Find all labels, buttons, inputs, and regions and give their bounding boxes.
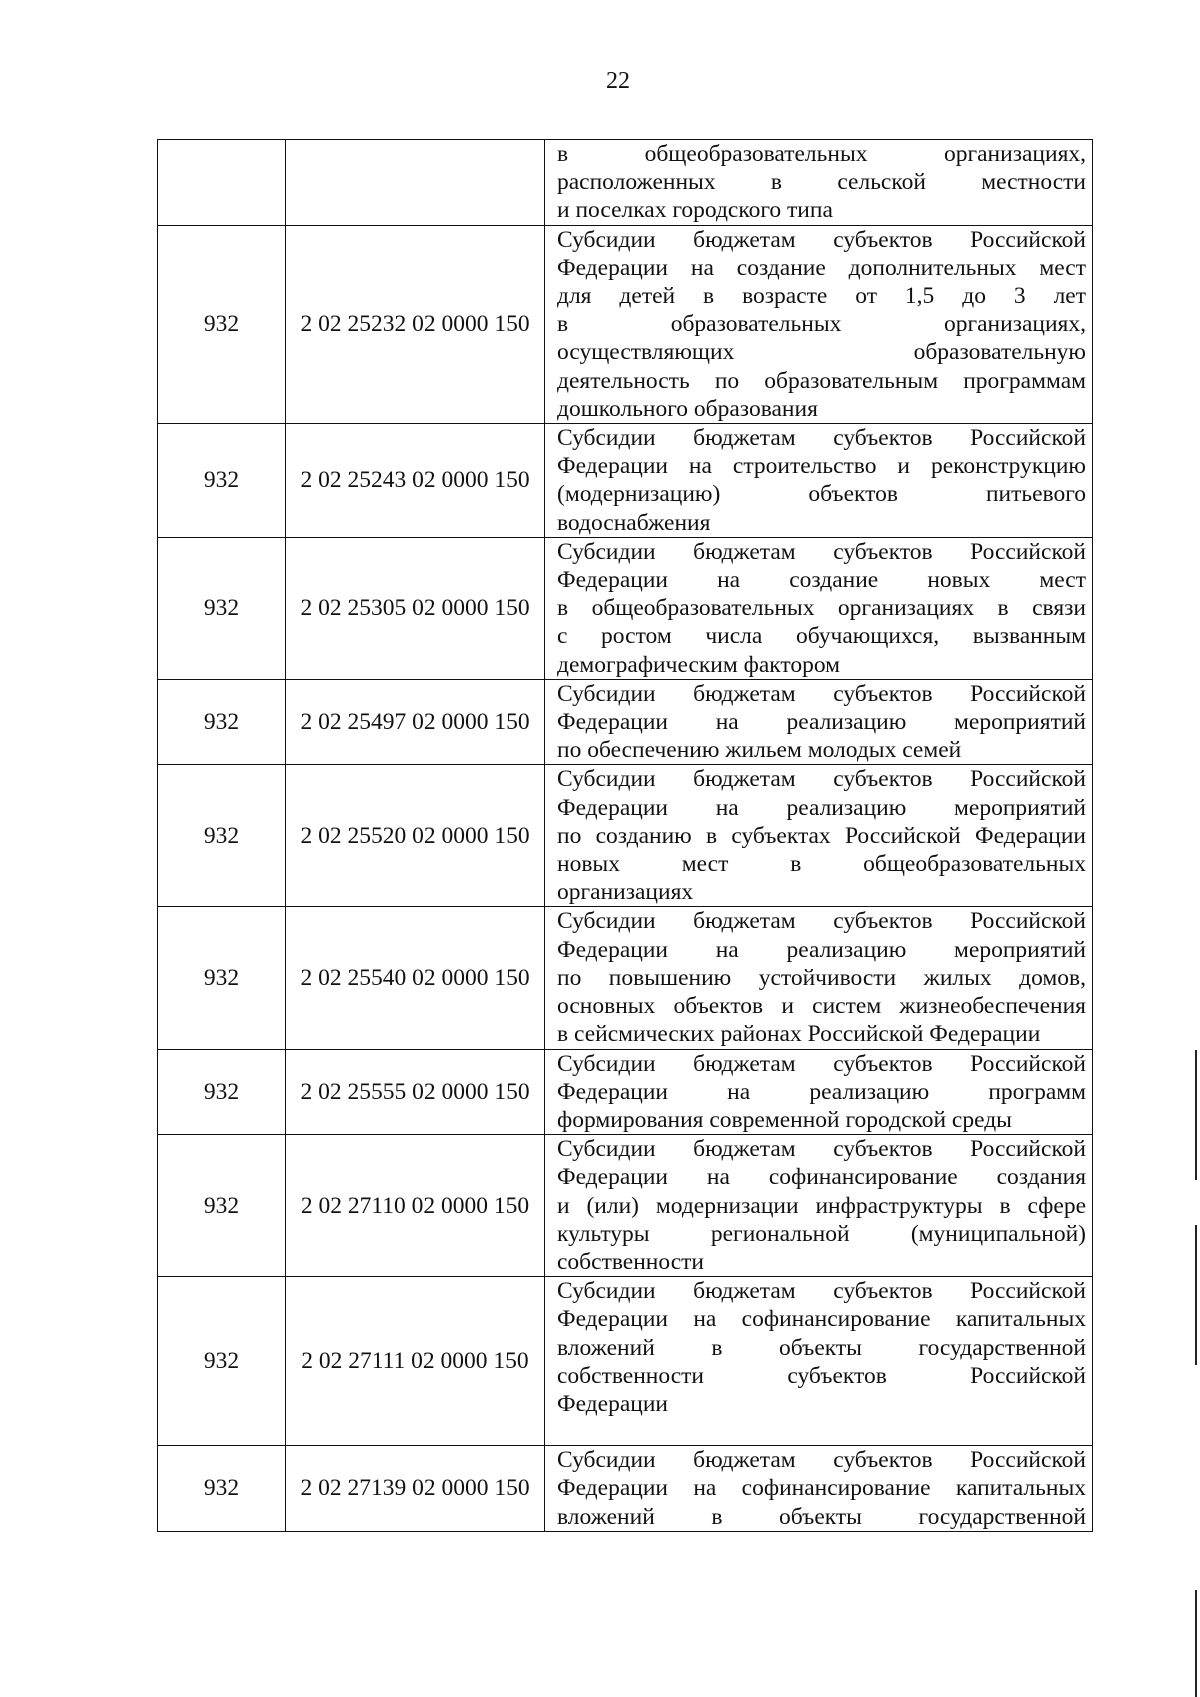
description-cell	[545, 765, 1093, 907]
admin-code-cell	[158, 140, 286, 226]
description-line: Субсидии бюджетам субъектов Российской	[557, 226, 1086, 253]
description-line: вложений в объекты государственной	[557, 1503, 1086, 1530]
table-row	[158, 1135, 1093, 1277]
kbk-code-cell	[286, 140, 545, 226]
kbk-code-cell: 2 02 27110 02 0000 150	[286, 1135, 545, 1277]
description-line: Федерации на софинансирование капитальных	[557, 1306, 1086, 1333]
description-cell	[545, 1446, 1093, 1532]
description-line: для детей в возрасте от 1,5 до 3 лет	[557, 283, 1086, 310]
admin-code-cell: 932	[158, 907, 286, 1049]
description-line: дошкольного образования	[557, 395, 818, 422]
kbk-code-cell: 2 02 25305 02 0000 150	[286, 537, 545, 679]
table-row	[158, 537, 1093, 679]
kbk-code-cell: 2 02 25520 02 0000 150	[286, 765, 545, 907]
description-line: Субсидии бюджетам субъектов Российской	[557, 680, 1086, 707]
description-line: Субсидии бюджетам субъектов Российской	[557, 538, 1086, 565]
kbk-code-cell: 2 02 27139 02 0000 150	[286, 1446, 545, 1532]
description-line: новых мест в общеобразовательных	[557, 851, 1086, 878]
admin-code-cell: 932	[158, 1446, 286, 1532]
table-row	[158, 679, 1093, 765]
admin-code-cell: 932	[158, 679, 286, 765]
description-line: по обеспечению жильем молодых семей	[557, 737, 962, 764]
description-line: Субсидии бюджетам субъектов Российской	[557, 425, 1086, 452]
description-cell	[545, 140, 1093, 226]
admin-code-cell: 932	[158, 225, 286, 423]
description-cell	[545, 679, 1093, 765]
admin-code-cell: 932	[158, 537, 286, 679]
description-line: и поселках городского типа	[557, 197, 833, 224]
description-line: Субсидии бюджетам субъектов Российской	[557, 1050, 1086, 1077]
description-line: Федерации на софинансирование капитальных	[557, 1475, 1086, 1502]
description-line: Федерации на создание дополнительных мест	[557, 254, 1086, 281]
kbk-code-cell: 2 02 25555 02 0000 150	[286, 1049, 545, 1135]
description-line: формирования современной городской среды	[557, 1106, 1012, 1133]
description-cell	[545, 907, 1093, 1049]
description-line: Федерации	[557, 1390, 668, 1417]
table-row	[158, 1277, 1093, 1446]
kbk-code-cell: 2 02 25540 02 0000 150	[286, 907, 545, 1049]
description-line: водоснабжения	[557, 509, 711, 536]
description-line: по повышению устойчивости жилых домов,	[557, 964, 1086, 991]
table-row	[158, 765, 1093, 907]
table-row	[158, 225, 1093, 423]
description-cell	[545, 1135, 1093, 1277]
admin-code-cell: 932	[158, 1049, 286, 1135]
admin-code-cell: 932	[158, 424, 286, 538]
description-line: Федерации на строительство и реконструкцию	[557, 453, 1086, 480]
budget-codes-table	[157, 139, 1093, 1532]
page-number: 22	[606, 68, 630, 94]
table-row	[158, 424, 1093, 538]
description-line: собственности	[557, 1248, 704, 1275]
description-line: Федерации на реализацию мероприятий	[557, 794, 1086, 821]
description-line: Федерации на реализацию программ	[557, 1078, 1086, 1105]
description-line: в общеобразовательных организациях в связи	[557, 595, 1086, 622]
description-line: расположенных в сельской местности	[557, 169, 1086, 196]
description-line: собственности субъектов Российской	[557, 1362, 1086, 1389]
table-row	[158, 907, 1093, 1049]
description-line: Субсидии бюджетам субъектов Российской	[557, 908, 1086, 935]
table-row	[158, 1049, 1093, 1135]
description-line: организациях	[557, 879, 694, 906]
description-line: Федерации на реализацию мероприятий	[557, 936, 1086, 963]
kbk-code-cell: 2 02 25243 02 0000 150	[286, 424, 545, 538]
description-cell	[545, 1049, 1093, 1135]
description-line: (модернизацию) объектов питьевого	[557, 481, 1086, 508]
admin-code-cell: 932	[158, 1135, 286, 1277]
description-line: Федерации на софинансирование создания	[557, 1164, 1086, 1191]
description-line: основных объектов и систем жизнеобеспечения	[557, 993, 1086, 1020]
description-line: Субсидии бюджетам субъектов Российской	[557, 766, 1086, 793]
description-line: по созданию в субъектах Российской Федерации	[557, 822, 1086, 849]
description-line: и (или) модернизации инфраструктуры в сфере	[557, 1192, 1086, 1219]
description-line: деятельность по образовательным программам	[557, 367, 1086, 394]
kbk-code-cell: 2 02 27111 02 0000 150	[286, 1277, 545, 1446]
description-line: культуры региональной (муниципальной)	[557, 1220, 1086, 1247]
description-line: Субсидии бюджетам субъектов Российской	[557, 1447, 1086, 1474]
description-line: в образовательных организациях,	[557, 311, 1086, 338]
description-cell	[545, 424, 1093, 538]
description-line: Федерации на создание новых мест	[557, 567, 1086, 594]
scan-edge-marks	[1188, 0, 1200, 1697]
description-line: осуществляющих образовательную	[557, 339, 1086, 366]
description-cell	[545, 537, 1093, 679]
description-cell	[545, 225, 1093, 423]
description-line: демографическим фактором	[557, 651, 841, 678]
description-cell	[545, 1277, 1093, 1446]
description-line: Субсидии бюджетам субъектов Российской	[557, 1278, 1086, 1305]
description-line: Федерации на реализацию мероприятий	[557, 709, 1086, 736]
kbk-code-cell: 2 02 25232 02 0000 150	[286, 225, 545, 423]
description-line: в сейсмических районах Российской Федерации	[557, 1021, 1041, 1048]
description-line: Субсидии бюджетам субъектов Российской	[557, 1136, 1086, 1163]
admin-code-cell: 932	[158, 765, 286, 907]
description-line: с ростом числа обучающихся, вызванным	[557, 623, 1086, 650]
admin-code-cell: 932	[158, 1277, 286, 1446]
table-row	[158, 1446, 1093, 1532]
description-line: вложений в объекты государственной	[557, 1334, 1086, 1361]
table-row	[158, 140, 1093, 226]
description-line: в общеобразовательных организациях,	[557, 141, 1086, 167]
kbk-code-cell: 2 02 25497 02 0000 150	[286, 679, 545, 765]
